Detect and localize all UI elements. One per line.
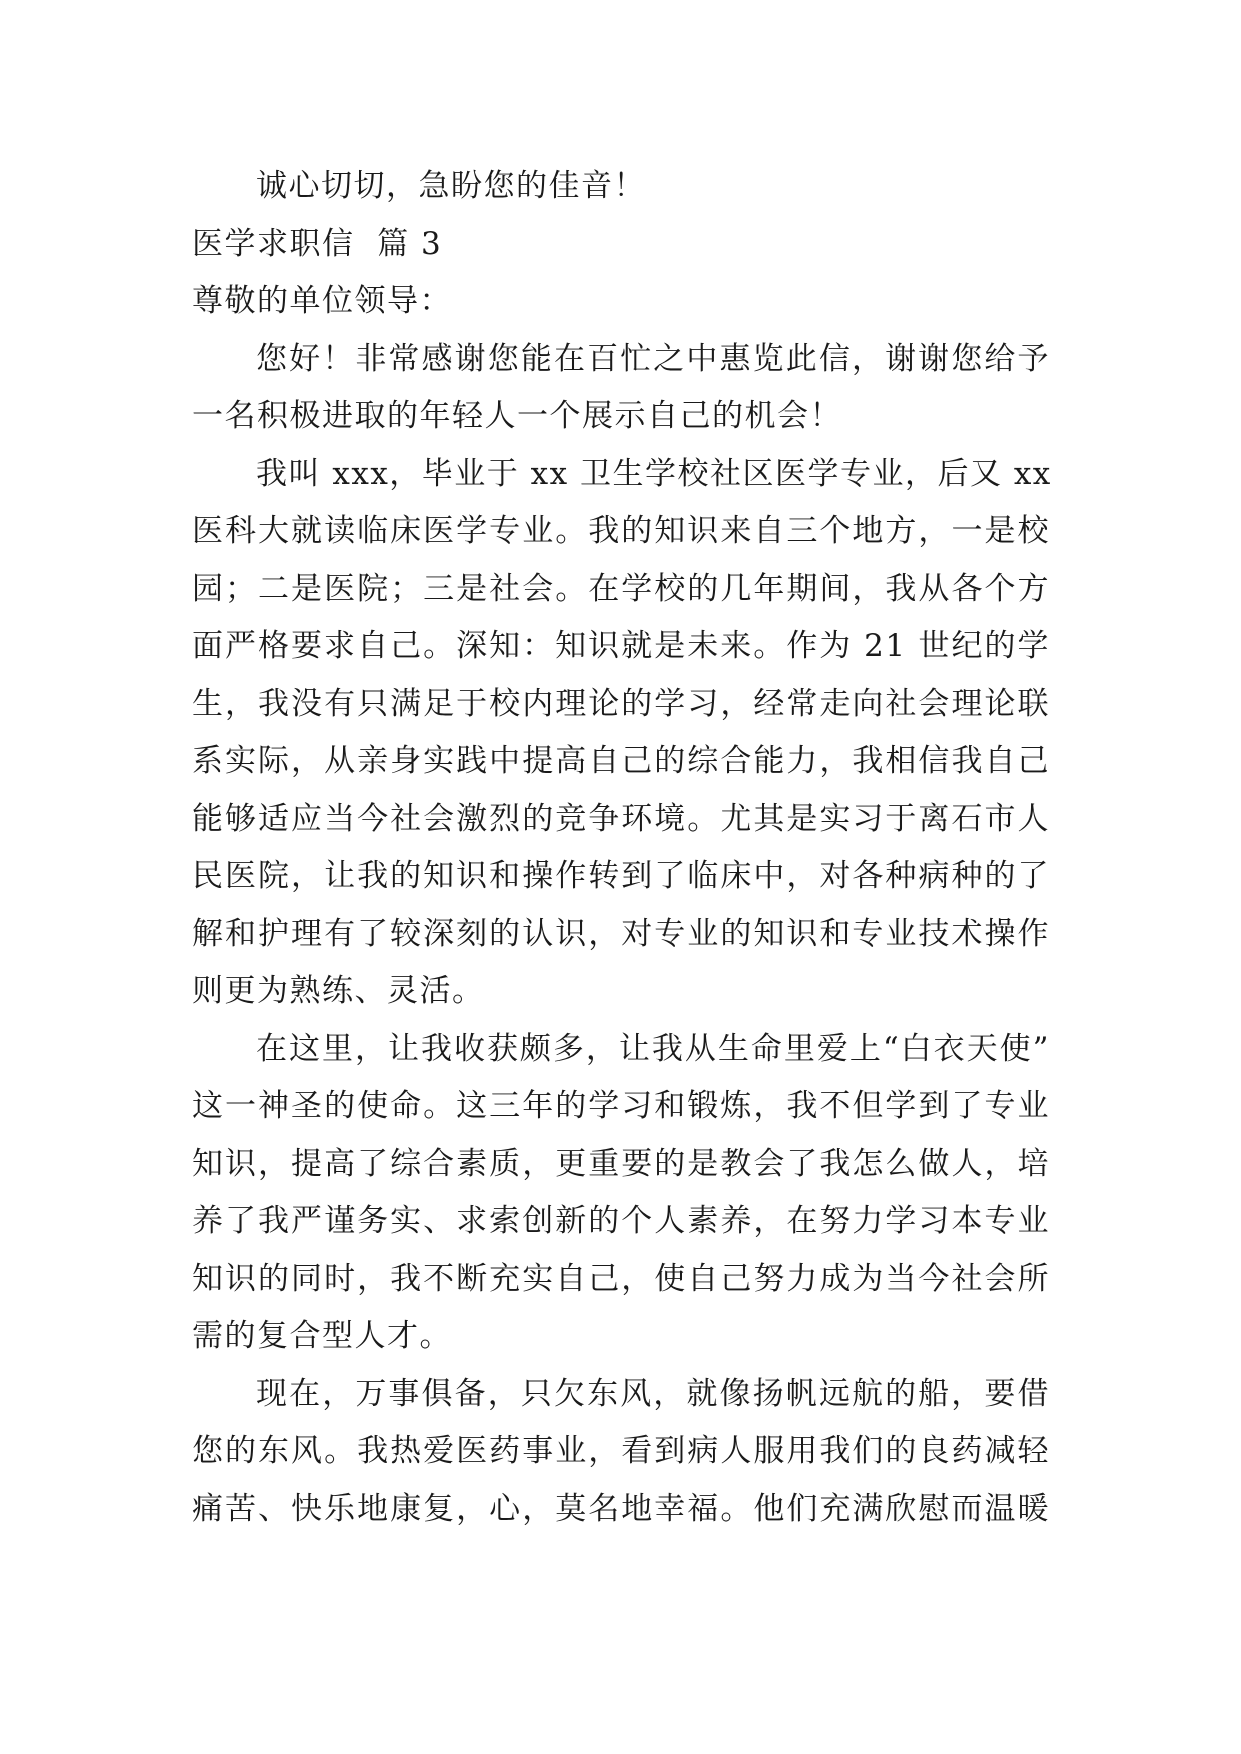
paragraph-line: 一名积极进取的年轻人一个展示自己的机会！ [192, 398, 842, 434]
paragraph-line: 民医院，让我的知识和操作转到了临床中，对各种病种的了 [192, 858, 1050, 894]
paragraph-line: 养了我严谨务实、求索创新的个人素养，在努力学习本专业 [192, 1203, 1050, 1239]
paragraph-line: 我叫 xxx，毕业于 xx 卫生学校社区医学专业，后又 xx [256, 455, 1052, 492]
paragraph-line: 您好！非常感谢您能在百忙之中惠览此信，谢谢您给予 [256, 340, 1050, 377]
paragraph-line: 医科大就读临床医学专业。我的知识来自三个地方，一是校 [192, 513, 1050, 549]
closing-line: 诚心切切，急盼您的佳音！ [256, 168, 646, 204]
paragraph-greeting [192, 331, 1050, 446]
paragraph-line: 您的东风。我热爱医药事业，看到病人服用我们的良药减轻 [192, 1433, 1050, 1469]
paragraph-aspiration [192, 1366, 1050, 1539]
paragraph-line: 园；二是医院；三是社会。在学校的几年期间，我从各个方 [192, 570, 1050, 607]
section-title: 医学求职信 篇 3 [192, 225, 443, 262]
paragraph-line: 则更为熟练、灵活。 [192, 973, 485, 1009]
paragraph-line: 在这里，让我收获颇多，让我从生命里爱上“白衣天使” [256, 1030, 1050, 1067]
letter-body [192, 158, 1050, 1538]
paragraph-line: 知识，提高了综合素质，更重要的是教会了我怎么做人，培 [192, 1145, 1050, 1182]
paragraph-line: 需的复合型人才。 [192, 1318, 452, 1354]
paragraph-line: 痛苦、快乐地康复，心，莫名地幸福。他们充满欣慰而温暖 [192, 1490, 1050, 1527]
paragraph-line: 这一神圣的使命。这三年的学习和锻炼，我不但学到了专业 [192, 1088, 1050, 1124]
paragraph-introduction [192, 446, 1050, 1021]
paragraph-line: 现在，万事俱备，只欠东风，就像扬帆远航的船，要借 [256, 1375, 1050, 1412]
paragraph-line: 面严格要求自己。深知：知识就是未来。作为 21 世纪的学 [192, 628, 1050, 664]
paragraph-line: 系实际，从亲身实践中提高自己的综合能力，我相信我自己 [192, 743, 1050, 779]
paragraph-experience [192, 1021, 1050, 1366]
paragraph-line: 解和护理有了较深刻的认识，对专业的知识和专业技术操作 [192, 915, 1050, 952]
paragraph-line: 知识的同时，我不断充实自己，使自己努力成为当今社会所 [192, 1260, 1050, 1297]
paragraph-line: 能够适应当今社会激烈的竞争环境。尤其是实习于离石市人 [192, 800, 1050, 837]
salutation: 尊敬的单位领导： [192, 283, 452, 319]
paragraph-line: 生，我没有只满足于校内理论的学习，经常走向社会理论联 [192, 685, 1050, 722]
